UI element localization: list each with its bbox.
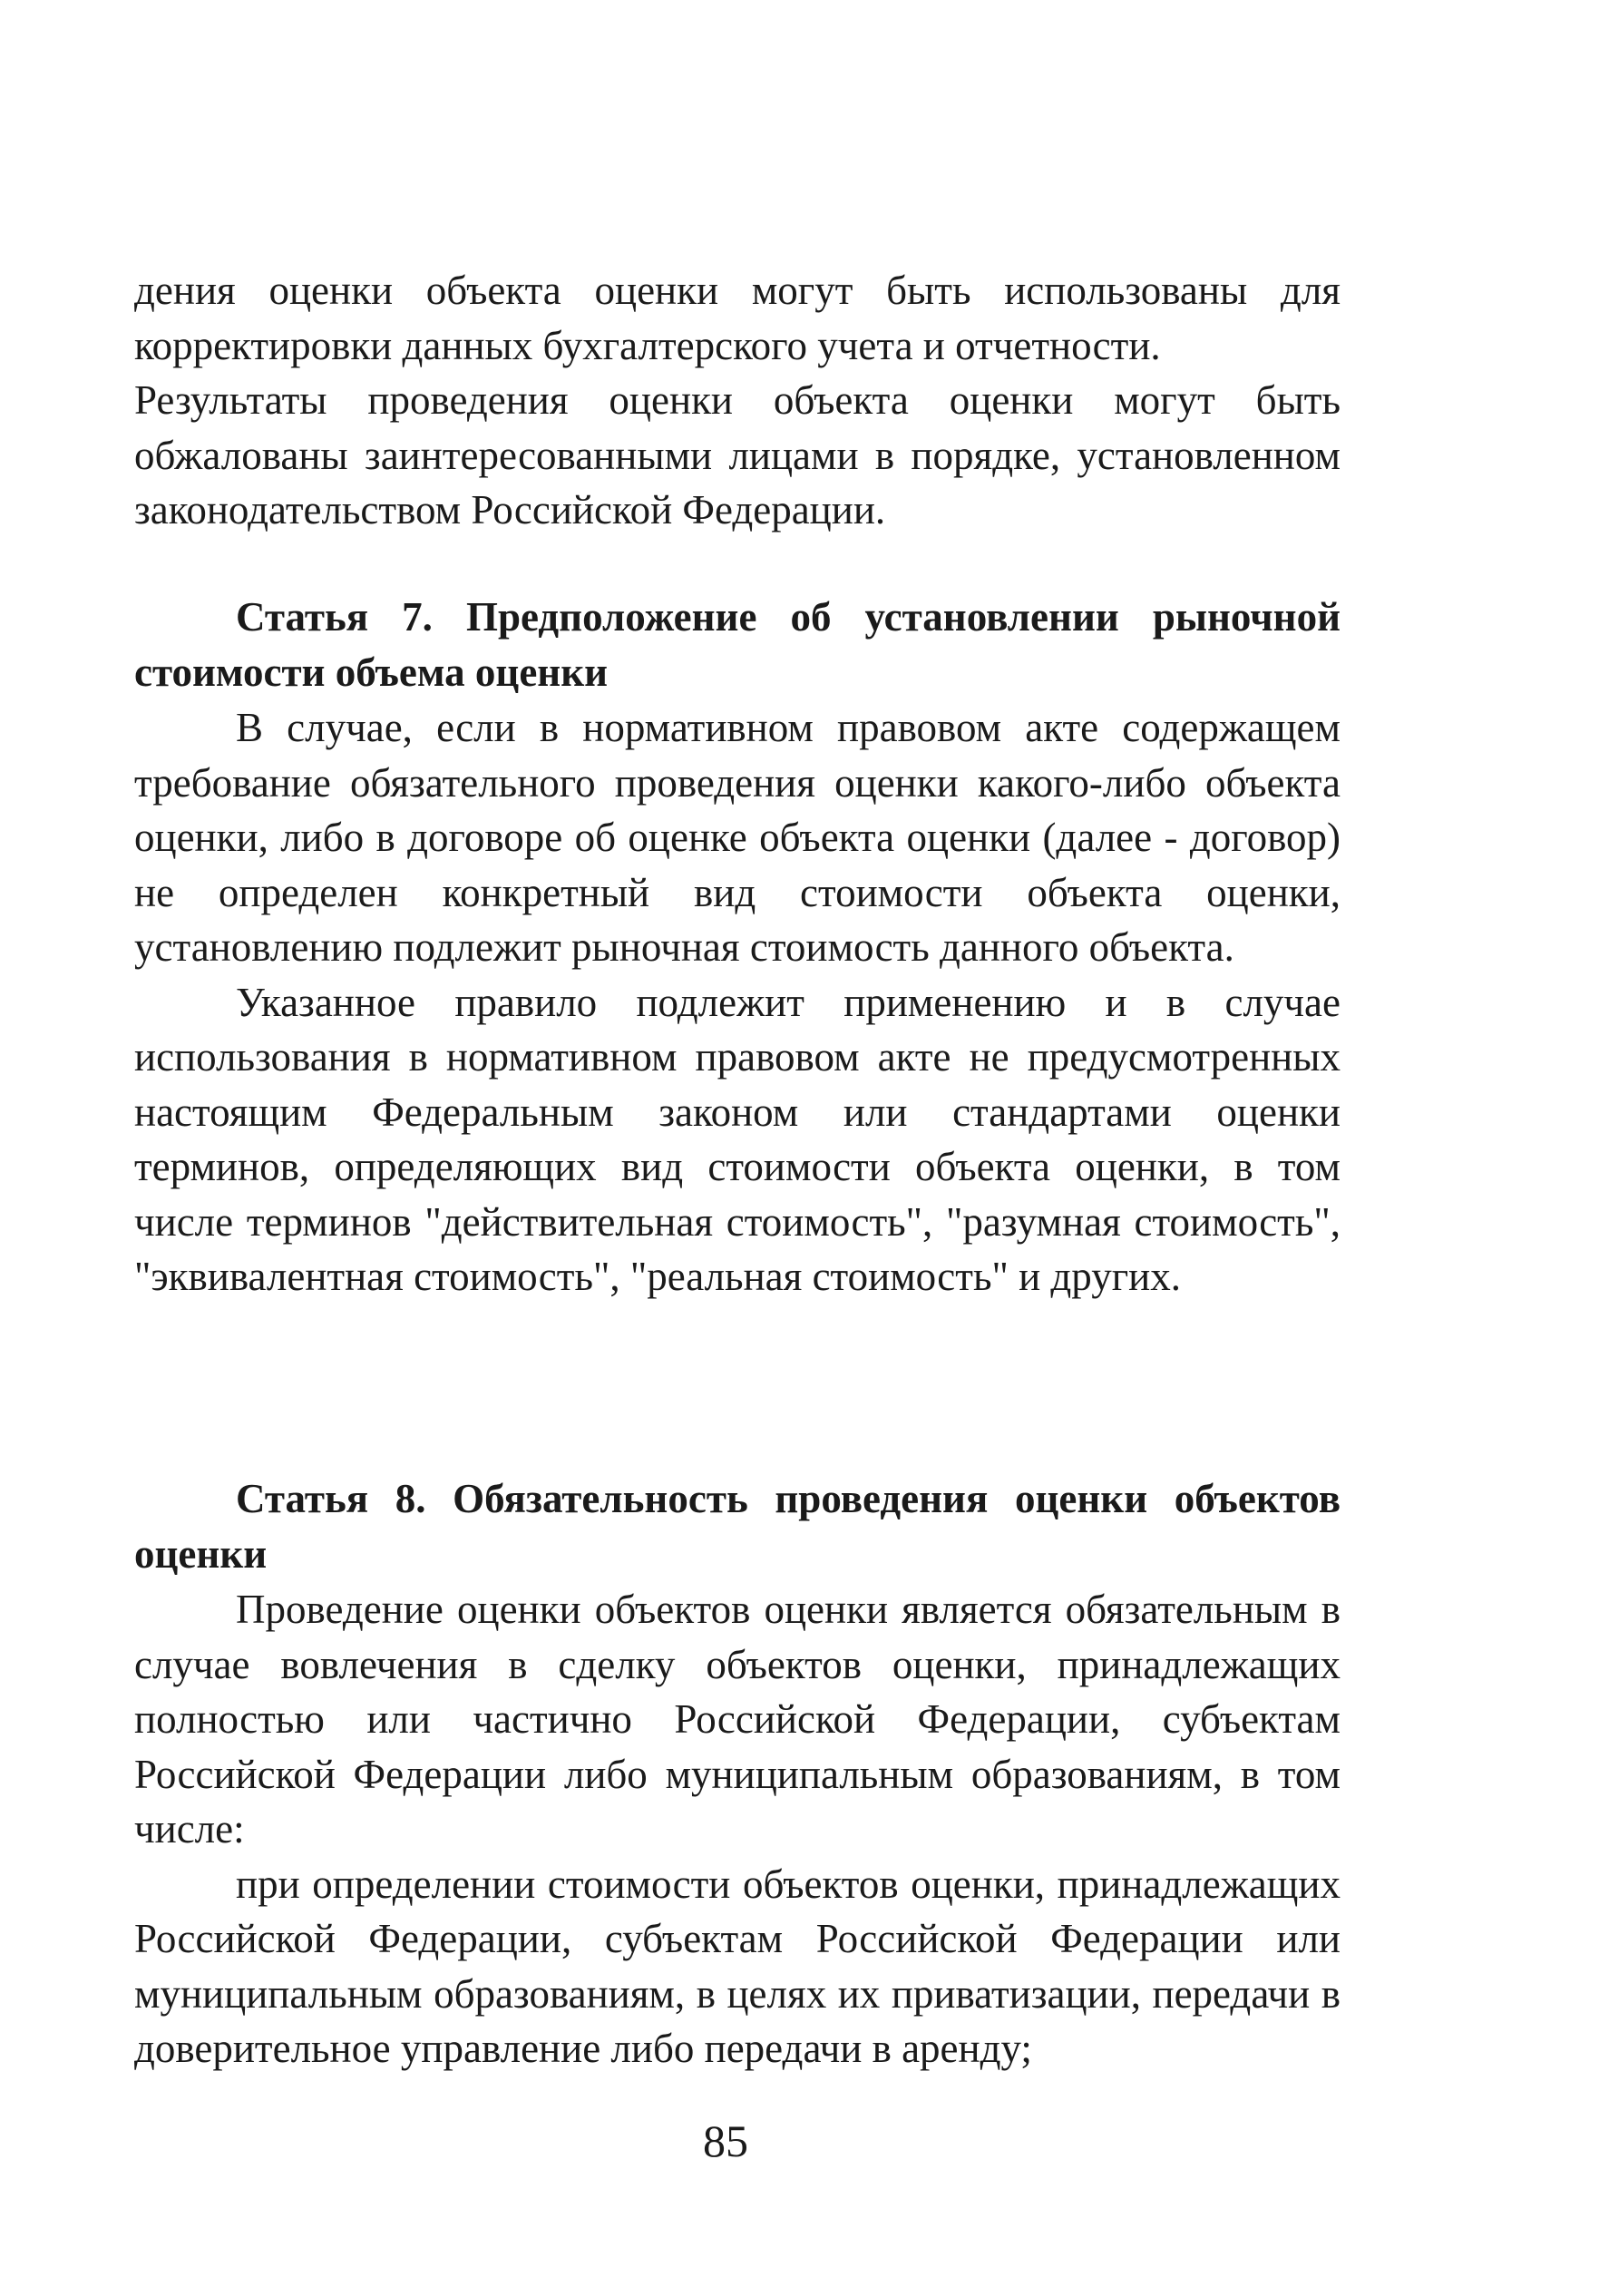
intro-paragraph-continued: дения оценки объекта оценки могут быть использованы для корректировки данных бухгалтерского учета и отчетности.: [134, 268, 1341, 368]
article-7-paragraph-2: Указанное правило подлежит применению и в случае использования в нормативном правовом акте не предусмотренных настоящим Федеральным законом или стандартами оценки терминов, определяющих вид стоимости объекта оценки, в том числе терминов "действительная стоимость", "разумная стоимость", "эквивалентная стоимость", "реальная стоимость" и других.: [134, 979, 1341, 1299]
article-7-section: [134, 590, 1341, 1304]
article-7-heading: Статья 7. Предположение об установлении рыночной стоимости объема оценки: [134, 594, 1341, 695]
article-8-heading: Статья 8. Обязательность проведения оценки объектов оценки: [134, 1476, 1341, 1577]
article-8-paragraph-2: при определении стоимости объектов оценки, принадлежащих Российской Федерации, субъектам Российской Федерации или муниципальным образованиям, в целях их приватизации, передачи в доверительное управление либо передачи в аренду;: [134, 1861, 1341, 2071]
article-8-section: [134, 1471, 1341, 2076]
page-number: 85: [703, 2115, 748, 2166]
article-8-paragraph-1: Проведение оценки объектов оценки является обязательным в случае вовлечения в сделку объектов оценки, принадлежащих полностью или частично Российской Федерации, субъектам Российской Федерации либо муниципальным образованиям, в том числе:: [134, 1587, 1341, 1851]
intro-paragraph-results: Результаты проведения оценки объекта оценки могут быть обжалованы заинтересованными лицами в порядке, установленном законодательством Российской Федерации.: [134, 377, 1341, 532]
article-7-paragraph-1: В случае, если в нормативном правовом акте содержащем требование обязательного проведения оценки какого-либо объекта оценки, либо в договоре об оценке объекта оценки (далее - договор) не определен конкретный вид стоимости объекта оценки, установлению подлежит рыночная стоимость данного объекта.: [134, 705, 1341, 970]
intro-text: [134, 263, 1341, 538]
